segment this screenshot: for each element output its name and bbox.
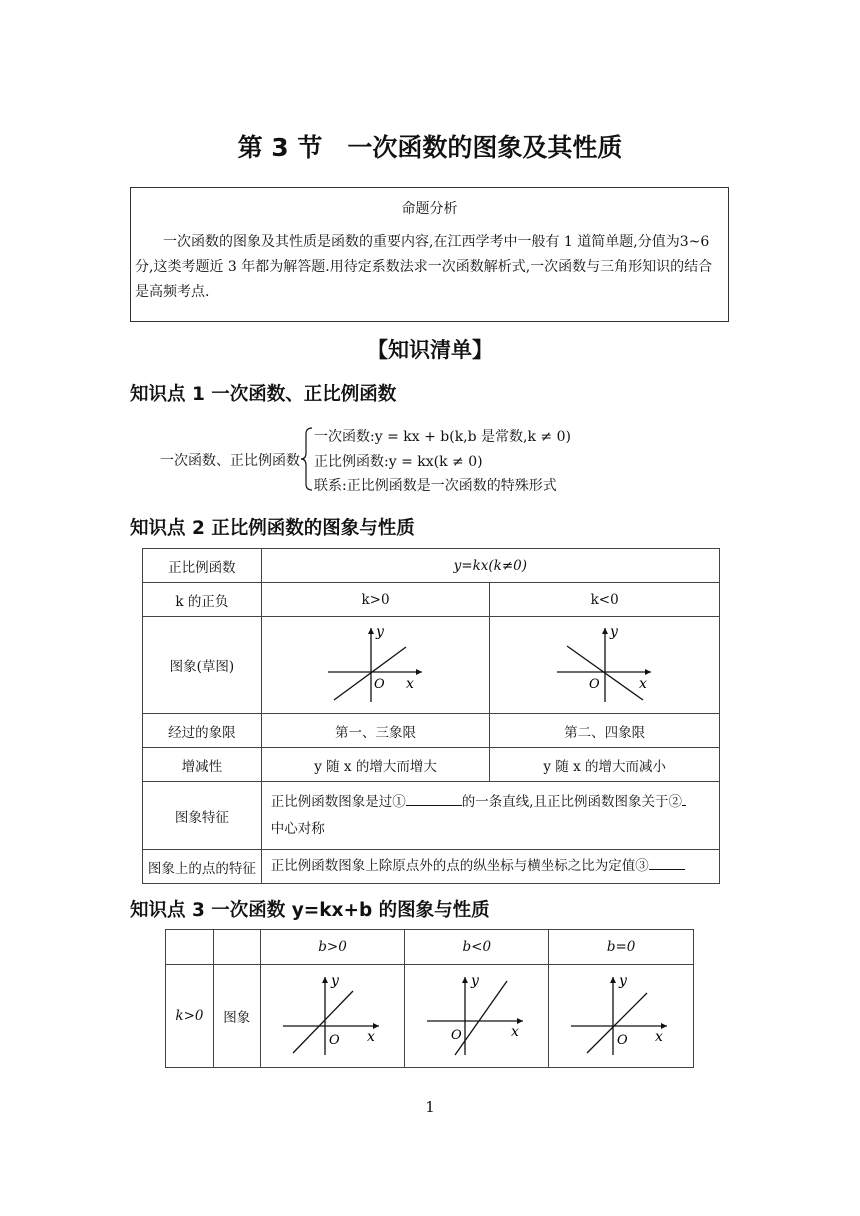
graph-kpos-o: O [373, 677, 385, 692]
kp1-line-2: 正比例函数:y = kx(k ≠ 0) [314, 454, 483, 470]
kp2-r2-b: k<0 [490, 583, 720, 617]
analysis-heading: 命题分析 [401, 201, 458, 217]
kp3-table [165, 929, 694, 1068]
graph-kneg-icon [555, 622, 655, 704]
kp2-r3-head: 图象(草图) [143, 617, 262, 714]
kp2-r6-head: 图象特征 [143, 782, 262, 850]
graph-bneg-o: O [450, 1028, 462, 1043]
graph-bneg-y: y [470, 973, 479, 989]
kp2-r2-head: k 的正负 [143, 583, 262, 617]
kp1-title: 知识点 1 一次函数、正比例函数 [130, 384, 397, 405]
graph-bzero-icon [569, 971, 673, 1057]
analysis-body: 一次函数的图象及其性质是函数的重要内容,在江西学考中一般有 1 道简单题,分值为3~6 分,这类考题近 3 年都为解答题.用待定系数法求一次函数解析式,一次函数与三角形知识的结合是高频考点. [135, 234, 713, 300]
kp2-r7-head: 图象上的点的特征 [143, 850, 262, 884]
kp2-r7-p1: 正比例函数图象上除原点外的点的纵坐标与横坐标之比为定值③ [270, 858, 649, 874]
graph-bneg-icon [425, 971, 529, 1057]
analysis-box [130, 187, 729, 322]
kp2-r6-body [261, 782, 719, 850]
graph-kneg-x: x [638, 676, 647, 692]
graph-cell-kneg [490, 617, 720, 714]
kp3-col-bneg: b<0 [405, 930, 549, 965]
kp3-row-label: 图象 [213, 965, 260, 1068]
kp2-r6-p2: 的一条直线,且正比例函数图象关于② [461, 793, 683, 810]
graph-bpos-o: O [328, 1033, 340, 1048]
graph-kpos-y: y [375, 624, 384, 640]
kp2-table [142, 548, 720, 884]
graph-bpos-x: x [366, 1029, 375, 1045]
kp2-r5-a: y 随 x 的增大而增大 [261, 748, 490, 782]
graph-bneg-x: x [510, 1024, 519, 1040]
kp2-title: 知识点 2 正比例函数的图象与性质 [130, 518, 415, 539]
kp2-r4-a: 第一、三象限 [261, 714, 490, 748]
graph-bpos-icon [281, 971, 385, 1057]
kp2-r1-value: y=kx(k≠0) [261, 549, 719, 583]
kp3-title: 知识点 3 一次函数 y=kx+b 的图象与性质 [130, 900, 490, 921]
kp2-r2-a: k>0 [261, 583, 490, 617]
page-number: 1 [425, 1098, 435, 1116]
blank-2 [682, 791, 686, 806]
kp3-row-k: k>0 [166, 965, 214, 1068]
graph-cell-bzero [549, 965, 694, 1068]
page-title: 第 3 节 一次函数的图象及其性质 [237, 133, 623, 162]
kp2-r6-p1: 正比例函数图象是过① [270, 793, 406, 810]
section-title: 【知识清单】 [367, 338, 493, 362]
graph-cell-bpos [260, 965, 405, 1068]
graph-bzero-x: x [655, 1029, 663, 1045]
graph-cell-kpos [261, 617, 490, 714]
graph-kneg-y: y [609, 624, 618, 640]
kp1-line-1: 一次函数:y = kx + b(k,b 是常数,k ≠ 0) [314, 429, 571, 445]
graph-bzero-y: y [619, 973, 628, 989]
graph-kneg-o: O [588, 677, 600, 692]
kp2-r5-head: 增减性 [143, 748, 262, 782]
kp2-r5-b: y 随 x 的增大而减小 [490, 748, 720, 782]
graph-bzero-o: O [617, 1033, 628, 1048]
brace-icon [300, 426, 314, 492]
kp1-label: 一次函数、正比例函数 [160, 453, 300, 469]
graph-kpos-icon [326, 622, 426, 704]
kp3-col-bpos: b>0 [260, 930, 405, 965]
kp2-r6-p3: 中心对称 [270, 820, 325, 837]
kp2-r1-head: 正比例函数 [143, 549, 262, 583]
kp3-col-bzero: b=0 [549, 930, 694, 965]
graph-cell-bneg [405, 965, 549, 1068]
graph-bpos-y: y [330, 973, 339, 989]
kp2-r4-head: 经过的象限 [143, 714, 262, 748]
graph-kpos-x: x [405, 676, 414, 692]
blank-1 [406, 791, 462, 806]
blank-3 [649, 855, 685, 870]
kp2-r4-b: 第二、四象限 [490, 714, 720, 748]
kp1-line-3: 联系:正比例函数是一次函数的特殊形式 [314, 478, 557, 494]
kp2-r7-body [261, 850, 719, 884]
